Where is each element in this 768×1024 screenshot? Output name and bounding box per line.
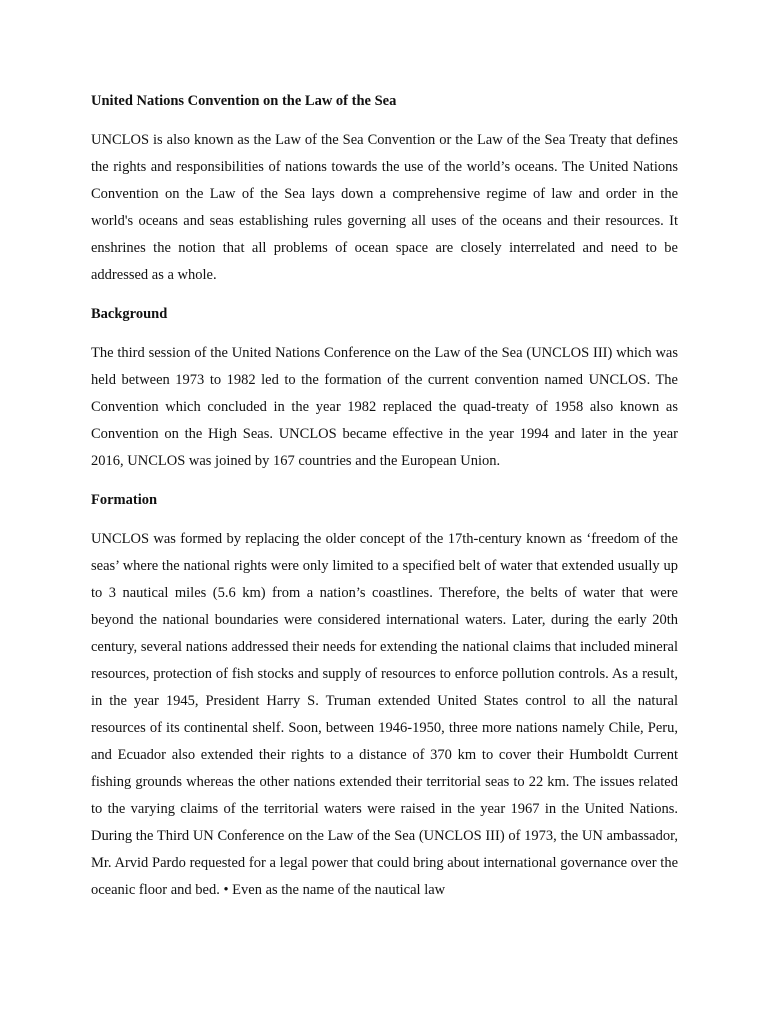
section-paragraph-formation: UNCLOS was formed by replacing the older concept of the 17th-century known as ‘freedom of the seas’ where the national rights were only limited to a specified belt of water that extended usually up to 3 nautical miles (5.6 km) from a nation’s coastlines. Therefore, the belts of water that were beyond the national boundaries were considered international waters. Later, during the early 20th century, several nations addressed their needs for extending the national claims that included mineral resources, protection of fish stocks and supply of resources to enforce pollution controls. As a result, in the year 1945, President Harry S. Truman extended United States control to all the natural resources of its continental shelf. Soon, between 1946-1950, three more nations namely Chile, Peru, and Ecuador also extended their rights to a distance of 370 km to cover their Humboldt Current fishing grounds whereas the other nations extended their territorial seas to 22 km. The issues related to the varying claims of the territorial waters were raised in the year 1967 in the United Nations. During the Third UN Conference on the Law of the Sea (UNCLOS III) of 1973, the UN ambassador, Mr. Arvid Pardo requested for a legal power that could bring about international governance over the oceanic floor and bed. • Even as the name of the nautical law (91, 531, 678, 898)
document-title: United Nations Convention on the Law of the Sea (91, 93, 397, 109)
section-heading-background: Background (91, 306, 168, 322)
intro-paragraph: UNCLOS is also known as the Law of the Sea Convention or the Law of the Sea Treaty that defines the rights and responsibilities of nations towards the use of the world’s oceans. The United Nations Convention on the Law of the Sea lays down a comprehensive regime of law and order in the world's oceans and seas establishing rules governing all uses of the oceans and their resources. It enshrines the notion that all problems of ocean space are closely interrelated and need to be addressed as a whole. (91, 132, 678, 283)
section-heading-formation: Formation (91, 492, 158, 508)
section-paragraph-background: The third session of the United Nations Conference on the Law of the Sea (UNCLOS III) which was held between 1973 to 1982 led to the formation of the current convention named UNCLOS. The Convention which concluded in the year 1982 replaced the quad-treaty of 1958 also known as Convention on the High Seas. UNCLOS became effective in the year 1994 and later in the year 2016, UNCLOS was joined by 167 countries and the European Union. (91, 345, 678, 469)
document-body (91, 92, 678, 904)
